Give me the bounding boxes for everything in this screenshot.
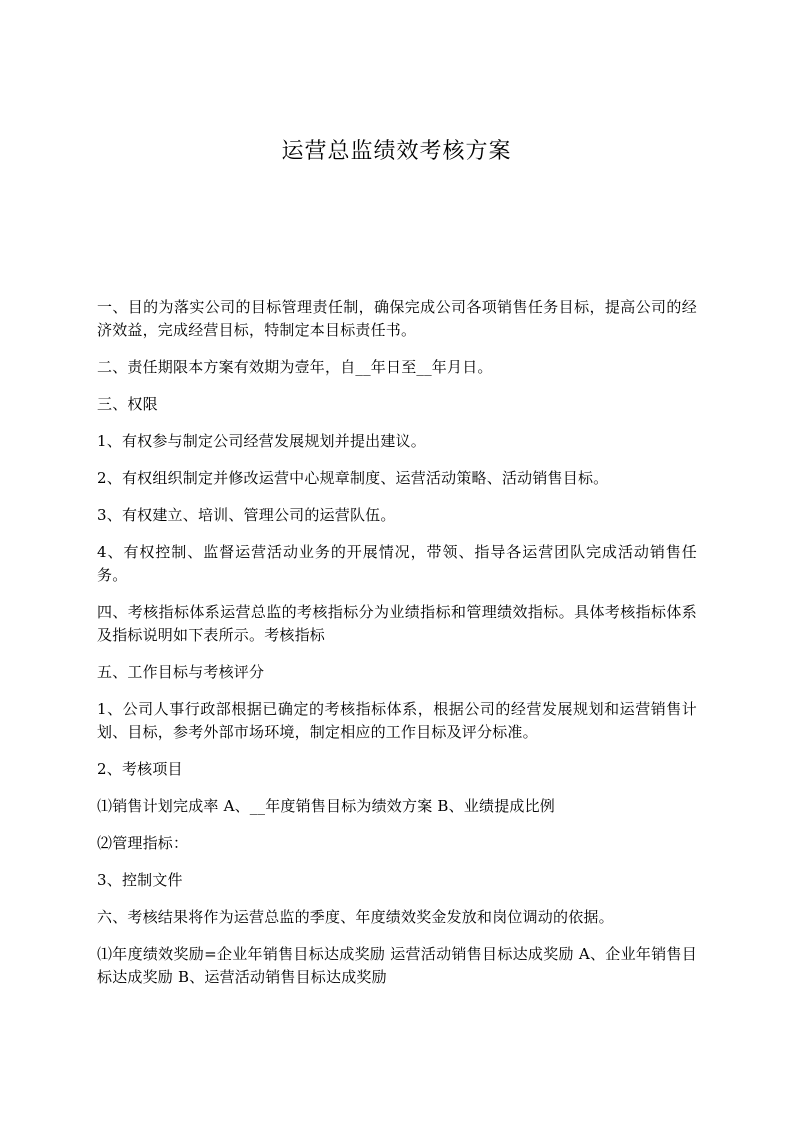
authority-item-4: 4、有权控制、监督运营活动业务的开展情况，带领、指导各运营团队完成活动销售任务。 — [97, 543, 697, 584]
goals-item-1: 1、公司人事行政部根据已确定的考核指标体系，根据公司的经营发展规划和运营销售计划、目标，参考外部市场环境，制定相应的工作目标及评分标准。 — [97, 700, 697, 741]
paragraph-term: 二、责任期限本方案有效期为壹年，自__年日至__年月日。 — [97, 358, 493, 376]
paragraph-purpose: 一、目的为落实公司的目标管理责任制，确保完成公司各项销售任务目标，提高公司的经济效益，完成经营目标，特制定本目标责任书。 — [97, 298, 697, 339]
authority-item-1: 1、有权参与制定公司经营发展规划并提出建议。 — [97, 432, 426, 450]
goals-subitem-1: ⑴销售计划完成率 A、__年度销售目标为绩效方案 B、业绩提成比例 — [97, 797, 555, 815]
authority-item-3: 3、有权建立、培训、管理公司的运营队伍。 — [97, 506, 396, 524]
paragraph-results: 六、考核结果将作为运营总监的季度、年度绩效奖金发放和岗位调动的依据。 — [97, 908, 614, 926]
page-title: 运营总监绩效考核方案 — [281, 139, 512, 164]
results-subitem-1: ⑴年度绩效奖励=企业年销售目标达成奖励 运营活动销售目标达成奖励 A、企业年销售目标达成奖励 B、运营活动销售目标达成奖励 — [97, 945, 697, 986]
goals-item-3: 3、控制文件 — [97, 871, 183, 889]
goals-item-2: 2、考核项目 — [97, 760, 183, 778]
goals-subitem-2: ⑵管理指标： — [97, 834, 189, 852]
paragraph-indicator-system: 四、考核指标体系运营总监的考核指标分为业绩指标和管理绩效指标。具体考核指标体系及指标说明如下表所示。考核指标 — [97, 603, 697, 644]
authority-item-2: 2、有权组织制定并修改运营中心规章制度、运营活动策略、活动销售目标。 — [97, 469, 609, 487]
document-body — [97, 296, 697, 1003]
section-heading-authority: 三、权限 — [97, 395, 158, 413]
section-heading-goals: 五、工作目标与考核评分 — [97, 663, 265, 681]
